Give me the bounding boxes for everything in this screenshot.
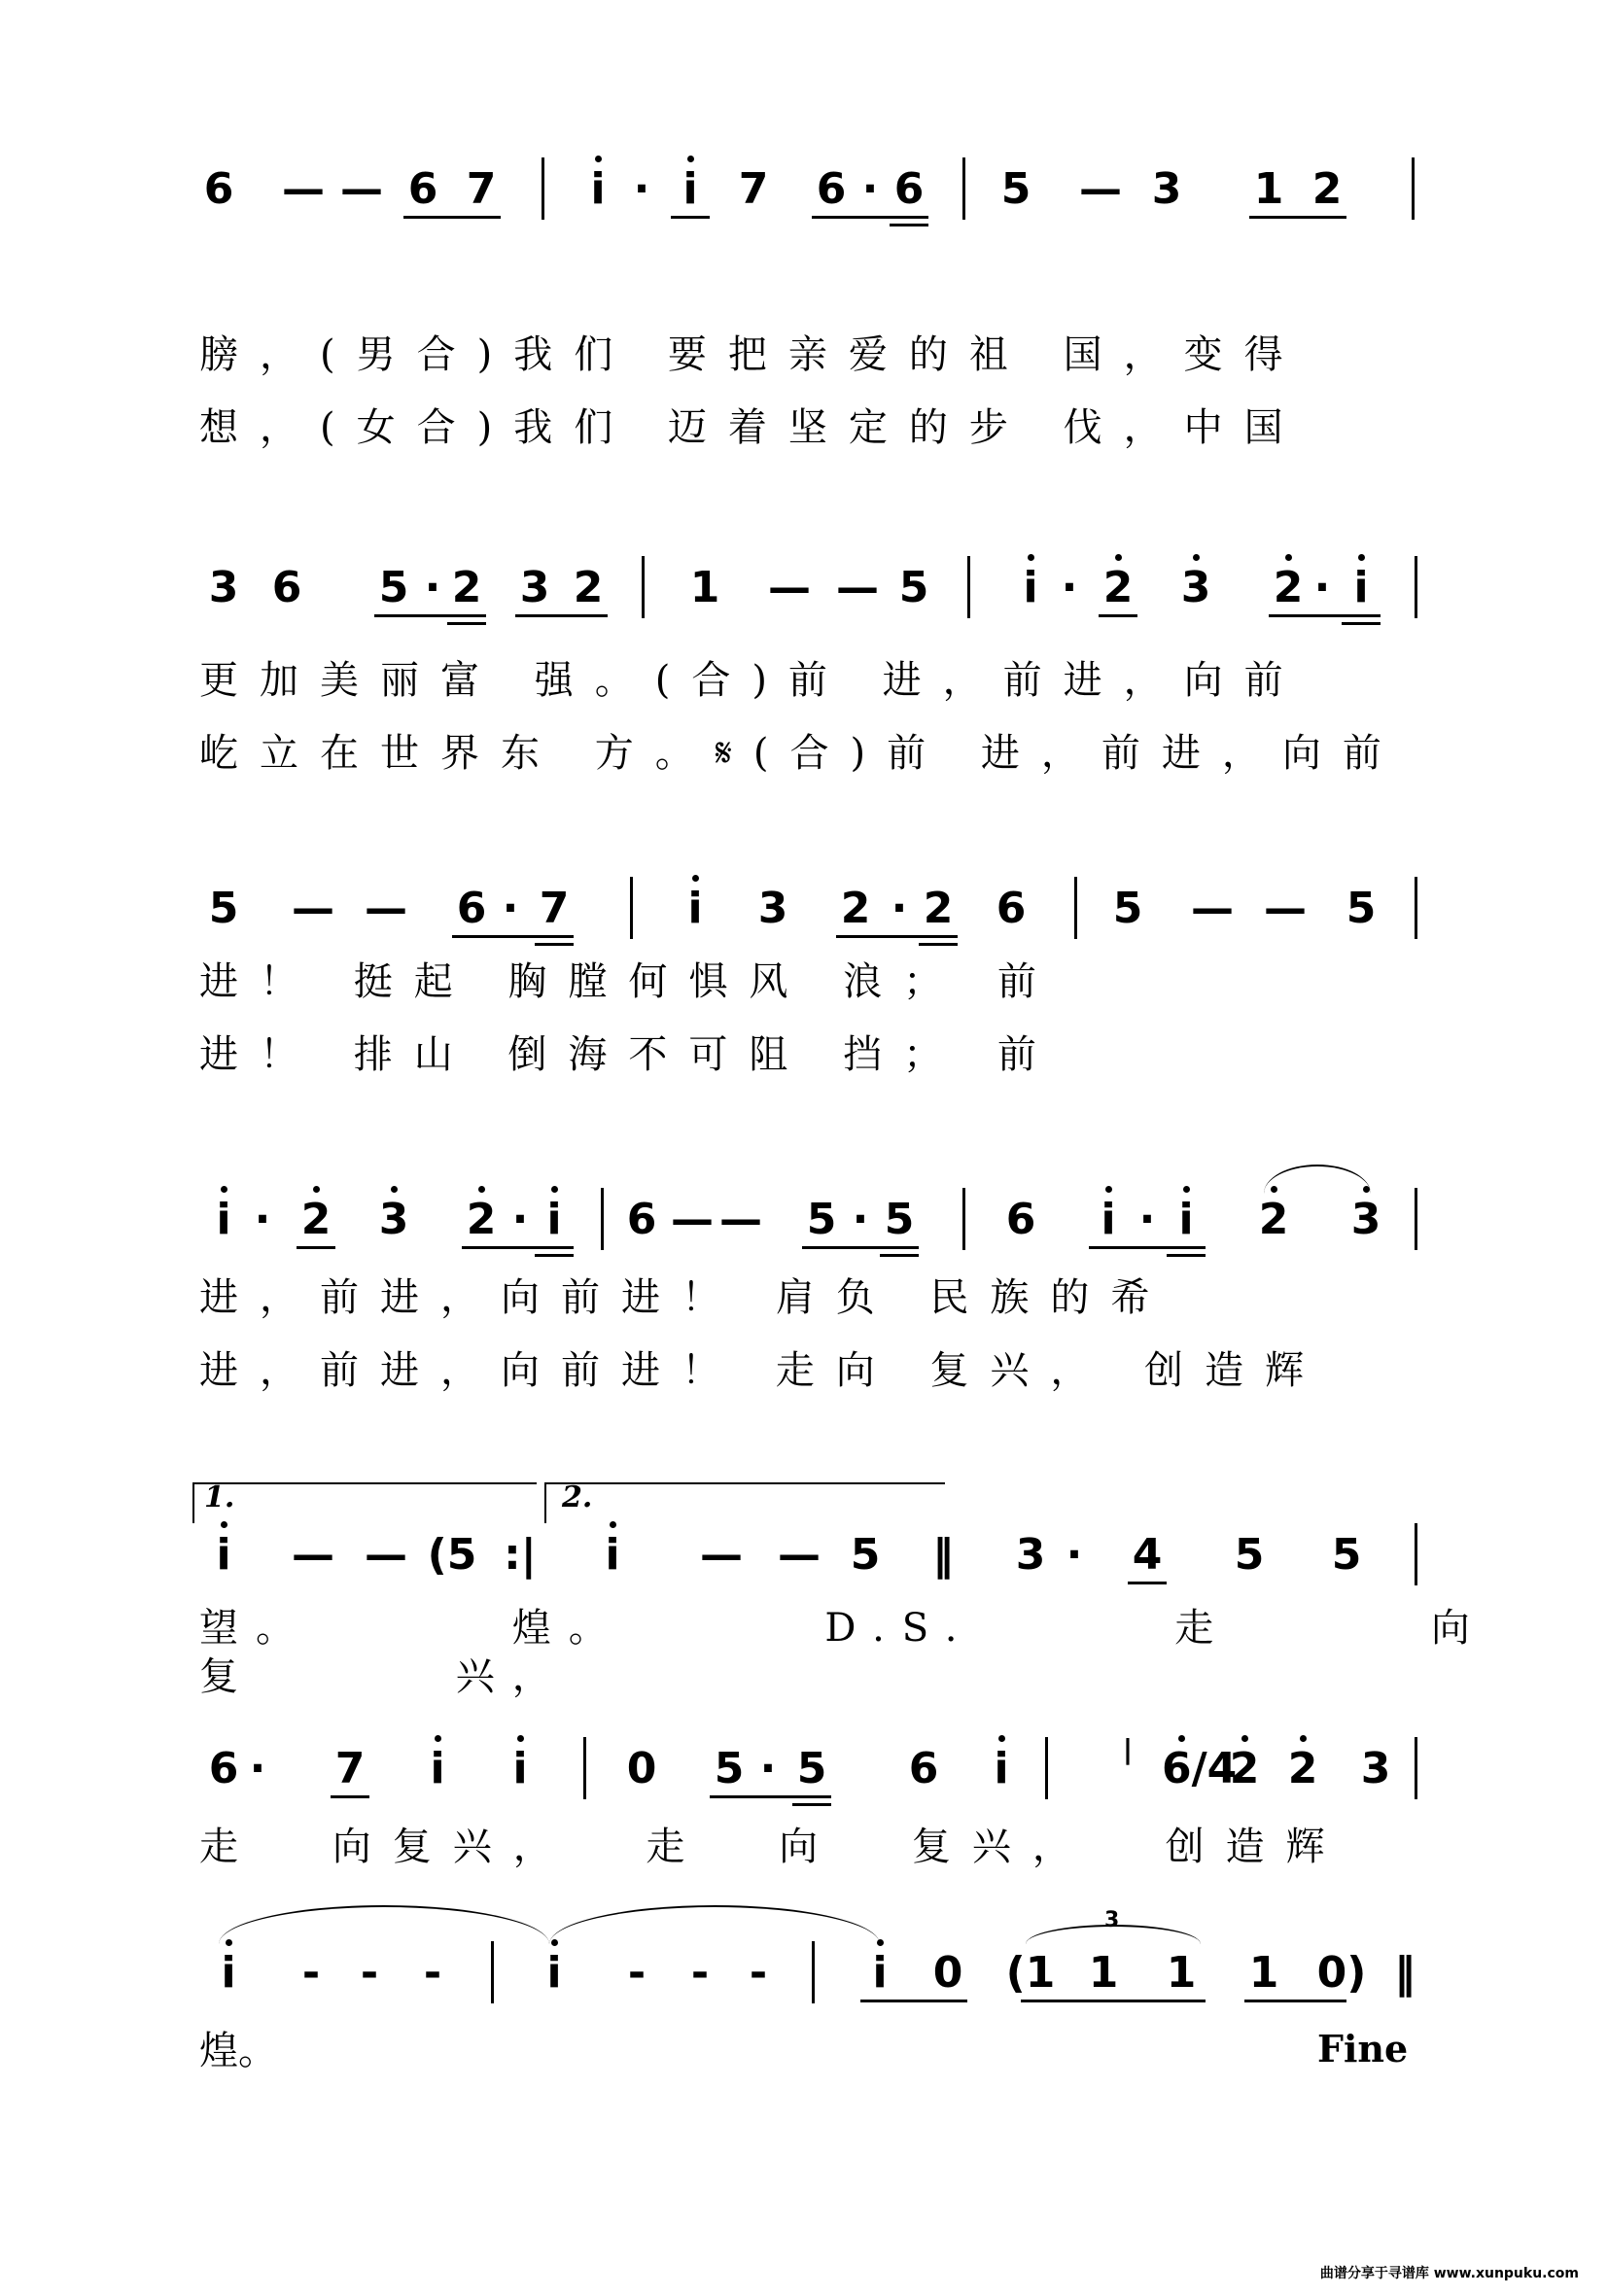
- note: 5: [898, 563, 929, 612]
- note: 2: [1311, 164, 1343, 214]
- note-dot: ·: [891, 884, 908, 933]
- volta-2-label: 2.: [562, 1480, 593, 1514]
- dash: —: [282, 164, 325, 214]
- dash: —: [292, 884, 334, 933]
- note: i: [216, 1530, 231, 1580]
- dash: —: [365, 1530, 407, 1580]
- dash: —: [671, 1195, 714, 1244]
- note: 3: [208, 563, 239, 612]
- note-dot: ·: [249, 1744, 266, 1793]
- barline: [962, 1188, 965, 1250]
- note: 2: [573, 563, 604, 612]
- final-barline: ‖: [1394, 1948, 1416, 1998]
- note: i: [512, 1744, 528, 1793]
- note: 6: [208, 1744, 239, 1793]
- note: 2: [923, 884, 954, 933]
- dash: -: [627, 1948, 647, 1998]
- barline: [542, 157, 544, 220]
- note: i: [1353, 563, 1369, 612]
- note: (5: [427, 1530, 477, 1580]
- lyrics-verse-1: 膀，(男合)我们 要把亲爱的祖 国，变得: [199, 332, 1305, 377]
- lyrics-verse-2: 想，(女合)我们 迈着坚定的步 伐，中国: [199, 405, 1305, 450]
- note: 5: [1331, 1530, 1362, 1580]
- note: 5: [806, 1195, 837, 1244]
- dash: -: [301, 1948, 321, 1998]
- note: 6: [407, 164, 438, 214]
- note: 6: [203, 164, 234, 214]
- dash: —: [292, 1530, 334, 1580]
- lyric-row: [0, 1823, 1608, 1881]
- note-dot: ·: [1313, 563, 1331, 612]
- note: 5: [850, 1530, 881, 1580]
- note: 5: [1112, 884, 1143, 933]
- note: 3: [378, 1195, 409, 1244]
- note: i: [605, 1530, 620, 1580]
- barline: [1045, 1737, 1048, 1799]
- rest: 0: [932, 1948, 963, 1998]
- note: 4: [1132, 1530, 1163, 1580]
- lyrics-verse-1: 进！ 挺起 胸膛何惧风 浪； 前: [199, 959, 1058, 1004]
- note: 3: [1350, 1195, 1381, 1244]
- rest: 0): [1316, 1948, 1367, 1998]
- lyrics-verse-1: 煌。: [199, 2029, 277, 2073]
- note: 5: [378, 563, 409, 612]
- note-dot: ·: [759, 1744, 777, 1793]
- note: 2: [840, 884, 871, 933]
- lyric-row: [0, 403, 1608, 462]
- note: 6: [456, 884, 487, 933]
- repeat-sign: :|: [504, 1530, 537, 1580]
- barline: [491, 1941, 494, 2003]
- note: 6: [816, 164, 847, 214]
- note: i: [682, 164, 698, 214]
- note: 2: [1287, 1744, 1318, 1793]
- note: i: [994, 1744, 1009, 1793]
- volta-1-label: 1.: [204, 1480, 235, 1514]
- barline: [1415, 556, 1417, 618]
- notes-row: [0, 1733, 1608, 1832]
- notes-row: [0, 1908, 1608, 2036]
- dash: -: [360, 1948, 379, 1998]
- note: 5: [1234, 1530, 1265, 1580]
- lyric-row: [0, 1273, 1608, 1332]
- note: 2: [1229, 1744, 1260, 1793]
- note-dot: ·: [511, 1195, 529, 1244]
- lyric-row: [0, 1030, 1608, 1089]
- dash: —: [1264, 884, 1307, 933]
- note: 6: [893, 164, 925, 214]
- note: 3: [757, 884, 788, 933]
- note: 2: [1258, 1195, 1289, 1244]
- note-dot: ·: [502, 884, 519, 933]
- note: i: [1178, 1195, 1194, 1244]
- note: i: [1101, 1195, 1116, 1244]
- triplet-mark: 3: [1104, 1908, 1120, 1932]
- barline: [1415, 877, 1417, 939]
- note: 2: [466, 1195, 497, 1244]
- dash: —: [700, 1530, 743, 1580]
- note: 5: [1346, 884, 1377, 933]
- notes-row: [0, 1196, 1608, 1283]
- note-dot: ·: [1066, 1530, 1083, 1580]
- barline: [583, 1737, 586, 1799]
- barline: [812, 1941, 815, 2003]
- dash: —: [365, 884, 407, 933]
- lyrics-verse-2: 进！ 排山 倒海不可阻 挡； 前: [199, 1032, 1058, 1077]
- dash: —: [768, 563, 811, 612]
- dash: 3: [1360, 1744, 1391, 1793]
- note-dot: ·: [633, 164, 650, 214]
- note: 2: [1102, 563, 1134, 612]
- barline: [962, 157, 965, 220]
- barline: [642, 556, 645, 618]
- note: 2: [451, 563, 482, 612]
- volta-1: [192, 1482, 537, 1523]
- note: 7: [466, 164, 497, 214]
- note: 5: [208, 884, 239, 933]
- barline: [601, 1188, 604, 1250]
- lyric-row: [0, 330, 1608, 389]
- note: 6: [271, 563, 302, 612]
- volta-2: [544, 1482, 945, 1523]
- dash: —: [778, 1530, 821, 1580]
- note: 7: [539, 884, 570, 933]
- note-dot: ·: [852, 1195, 869, 1244]
- lyrics-verse-2: 进，前进，向前进！ 走向 复兴， 创造辉: [199, 1348, 1326, 1393]
- note: 6: [626, 1195, 657, 1244]
- lyrics-verse-2: 屹立在世界东 方。𝄋(合)前 进，前进，向前: [199, 731, 1403, 776]
- note: i: [590, 164, 606, 214]
- dash: -: [749, 1948, 768, 1998]
- barline: [1415, 1737, 1417, 1799]
- dash: —: [1079, 164, 1122, 214]
- note: (1: [1005, 1948, 1056, 1998]
- lyric-row: [0, 729, 1608, 787]
- note: 6: [1005, 1195, 1036, 1244]
- barline: [1415, 1523, 1417, 1585]
- note: 5: [714, 1744, 745, 1793]
- lyric-row: [0, 957, 1608, 1016]
- note-dot: ·: [1138, 1195, 1156, 1244]
- note: 7: [334, 1744, 366, 1793]
- note: i: [430, 1744, 445, 1793]
- dash: —: [719, 1195, 762, 1244]
- note: 1: [1088, 1948, 1119, 1998]
- lyric-row: [0, 1346, 1608, 1405]
- barline: [1412, 157, 1415, 220]
- note: 6/4: [1162, 1744, 1238, 1793]
- note: 3: [1015, 1530, 1046, 1580]
- note-dot: ·: [254, 1195, 271, 1244]
- note: 2: [300, 1195, 332, 1244]
- note: 1: [1166, 1948, 1197, 1998]
- note-dot: ·: [861, 164, 879, 214]
- note: 5: [796, 1744, 827, 1793]
- note: 2: [1273, 563, 1304, 612]
- lyrics-verse-1: 望。 煌。 D.S. 走 向 复 兴，: [199, 1606, 1487, 1699]
- double-barline: ‖: [932, 1530, 954, 1580]
- note: i: [1023, 563, 1038, 612]
- dash: -: [690, 1948, 710, 1998]
- note: 1: [1253, 164, 1284, 214]
- note: i: [546, 1195, 562, 1244]
- note: 6: [908, 1744, 939, 1793]
- barline: [630, 877, 633, 939]
- barline: [1415, 1188, 1417, 1250]
- lyrics-verse-1: 更加美丽富 强。(合)前 进，前进，向前: [199, 658, 1305, 703]
- note: 3: [1151, 164, 1182, 214]
- note: 3: [1180, 563, 1211, 612]
- notes-row: [0, 165, 1608, 253]
- note: 0: [626, 1744, 657, 1793]
- note: 1: [689, 563, 720, 612]
- lyric-row: [0, 656, 1608, 714]
- note: 3: [519, 563, 550, 612]
- note-dot: ·: [424, 563, 441, 612]
- lyric-row: [0, 1604, 1608, 1699]
- note: 6: [996, 884, 1027, 933]
- dash: —: [1191, 884, 1234, 933]
- note: i: [546, 1948, 562, 1998]
- dash: —: [340, 164, 383, 214]
- note: 5: [884, 1195, 915, 1244]
- lyrics-verse-1: 进，前进，向前进！ 肩负 民族的希: [199, 1275, 1171, 1320]
- note: i: [216, 1195, 231, 1244]
- dash: —: [836, 563, 879, 612]
- fine-mark: Fine: [1317, 2027, 1409, 2070]
- note: i: [221, 1948, 236, 1998]
- note: i: [872, 1948, 888, 1998]
- note: 7: [738, 164, 769, 214]
- note: 5: [1000, 164, 1031, 214]
- note: i: [687, 884, 703, 933]
- barline: [1074, 877, 1077, 939]
- footer-credit: 曲谱分享于寻谱库 www.xunpuku.com: [1319, 2266, 1579, 2281]
- notes-row: [0, 564, 1608, 651]
- dash: -: [423, 1948, 442, 1998]
- note-dot: ·: [1061, 563, 1078, 612]
- time-signature: |: [1122, 1733, 1134, 1765]
- lyrics-verse-1: 走 向复兴， 走 向 复兴， 创造辉: [199, 1825, 1346, 1869]
- note: 1: [1248, 1948, 1279, 1998]
- barline: [967, 556, 970, 618]
